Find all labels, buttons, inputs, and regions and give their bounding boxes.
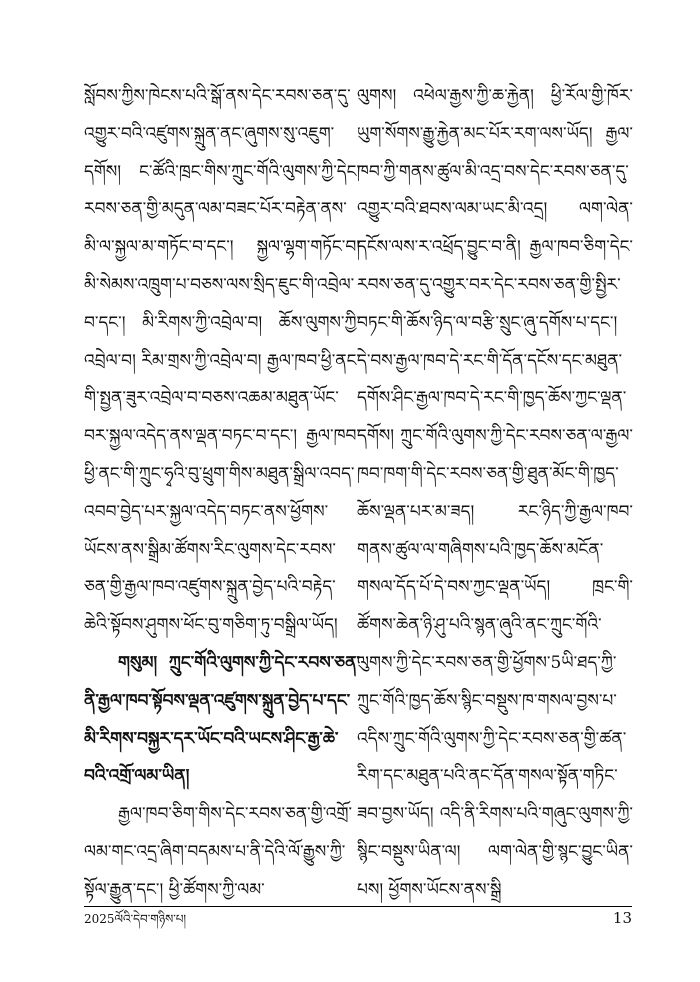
text-column-left <box>84 78 360 908</box>
text-column-right <box>357 78 633 908</box>
journal-issue-label: 2025ལོའི་དེབ་གཉིས་པ། <box>84 912 187 926</box>
body-paragraph: ལུགས། འཕེལ་རྒྱས་ཀྱི་ཆ་རྐྱེན། ཕྱི་རོལ་གྱི་ཁོར་ཡུག་སོགས་རྒྱུ་རྐྱེན་མང་པོར་རག་ལས་ཡོད། རྒྱལ་ཁབ་ཀྱི་གནས་ཚུལ་མི་འདྲ་བས་དེང་རབས་ཅན་དུ་འགྱུར་བའི་ཐབས་ལམ་ཡང་མི་འདྲ། ལག་ལེན་དངོས་ལས་ར་འཕྲོད་བྱུང་བ་ནི། རྒྱལ་ཁབ་ཅིག་དེང་རབས་ཅན་དུ་འགྱུར་བར་དེང་རབས་ཅན་གྱི་སྤྱིར་བཏང་གི་ཆོས་ཉིད་ལ་བརྩི་སྲུང་ཞུ་དགོས་པ་དང་། དེ་བས་རྒྱལ་ཁབ་དེ་རང་གི་དོན་དངོས་དང་མཐུན་དགོས་ཤིང་རྒྱལ་ཁབ་དེ་རང་གི་ཁྱད་ཆོས་ཀྱང་ལྡན་དགོས། ཀྲུང་གོའི་ལུགས་ཀྱི་དེང་རབས་ཅན་ལ་རྒྱལ་ཁབ་ཁག་གི་དེང་རབས་ཅན་གྱི་ཐུན་མོང་གི་ཁྱད་ཆོས་ལྡན་པར་མ་ཟད། རང་ཉིད་ཀྱི་རྒྱལ་ཁབ་གནས་ཚུལ་ལ་གཞིགས་པའི་ཁྱད་ཆོས་མངོན་གསལ་དོད་པོ་དེ་བས་ཀྱང་ལྡན་ཡོད། ཁྲང་གི་ཚོགས་ཆེན་ཉི་ཤུ་པའི་སྙན་ཞུའི་ནང་ཀྲུང་གོའི་ལུགས་ཀྱི་དེང་རབས་ཅན་གྱི་ཕྱོགས་5ཡི་ཐད་ཀྱི་ཀྲུང་གོའི་ཁྱད་ཆོས་སྙིང་བསྡུས་ཁ་གསལ་བྱས་པ་འདིས་ཀྲུང་གོའི་ལུགས་ཀྱི་དེང་རབས་ཅན་གྱི་ཚན་རིག་དང་མཐུན་པའི་ནང་དོན་གསལ་སྟོན་གཏིང་ཟབ་བྱས་ཡོད། འདི་ནི་རིགས་པའི་གཞུང་ལུགས་ཀྱི་སྙིང་བསྡུས་ཡིན་ལ། ལག་ལེན་གྱི་སྙང་བྱུང་ཡིན་པས། ཕྱོགས་ཡོངས་ནས་སྒྲི <box>357 86 633 900</box>
footer-divider <box>84 906 632 907</box>
body-paragraph: སློབས་ཀྱིས་ཁེངས་པའི་སྒོ་ནས་དེང་རབས་ཅན་དུ་འགྱུར་བའི་འཛུགས་སྐྲུན་ནང་ཞུགས་སུ་འཇུག་དགོས། ང་ཚོའི་ཁྲང་གིས་ཀྲུང་གོའི་ལུགས་ཀྱི་དེང་རབས་ཅན་གྱི་མདུན་ལམ་བཟང་པོར་བརྟེན་ནས་མི་ལ་སྐྱལ་མ་གཏོང་བ་དང་། སྐྱལ་ལྷག་གཏོང་བ། མི་སེམས་འཁྲུག་པ་བཅས་ལས་སྲིད་ཇུང་གི་འབྲེལ་བ་དང་། མི་རིགས་ཀྱི་འབྲེལ་བ། ཆོས་ལུགས་ཀྱི་འབྲེལ་བ། རིམ་གྲས་ཀྱི་འབྲེལ་བ། རྒྱལ་ཁབ་ཕྱི་ནང་གི་སྤྱན་ཟུར་འབྲེལ་བ་བཅས་འཆམ་མཐུན་ཡོང་བར་སྐྱལ་འདེད་ནས་ལྡན་བཏང་བ་དང་། རྒྱལ་ཁབ་ཕྱི་ནང་གི་ཀྲུང་ཧྭའི་བུ་ཕྲུག་གིས་མཐུན་སྒྲིལ་འབད་འབབ་བྱེད་པར་སྐྱལ་འདེད་བཏང་ནས་ཕྱོགས་ཡོངས་ནས་སྒྲིམ་ཚོགས་རིང་ལུགས་དེང་རབས་ཅན་གྱི་རྒྱལ་ཁབ་འཛུགས་སྐྲུན་བྱེད་པའི་བརྟེད་ཆེའི་སྟོབས་ཤུགས་ཕོང་བུ་གཅིག་ཏུ་བསྒྲིལ་ཡོད། <box>84 86 360 636</box>
section-heading: གསུམ། ཀྲུང་གོའི་ལུགས་ཀྱི་དེང་རབས་ཅན་ནི་རྒྱལ་ཁབ་སྟོབས་ལྡན་འཛུགས་སྐྲུན་བྱེད་པ་དང་མི་རིགས་བསྐྱར་དར་ཡོང་བའི་ཡངས་ཤིང་རྒྱ་ཆེ་བའི་འགྲོ་ལམ་ཡིན། <box>84 652 360 787</box>
body-paragraph: རྒྱལ་ཁབ་ཅིག་གིས་དེང་རབས་ཅན་གྱི་འགྲོ་ལམ་གང་འདྲ་ཞིག་བདམས་པ་ནི་དེའི་ལོ་རྒྱུས་ཀྱི་སྟོལ་རྒྱུན་དང་། ཕྱི་ཚོགས་ཀྱི་ལམ་ <box>84 804 353 900</box>
page-number: 13 <box>612 909 632 927</box>
